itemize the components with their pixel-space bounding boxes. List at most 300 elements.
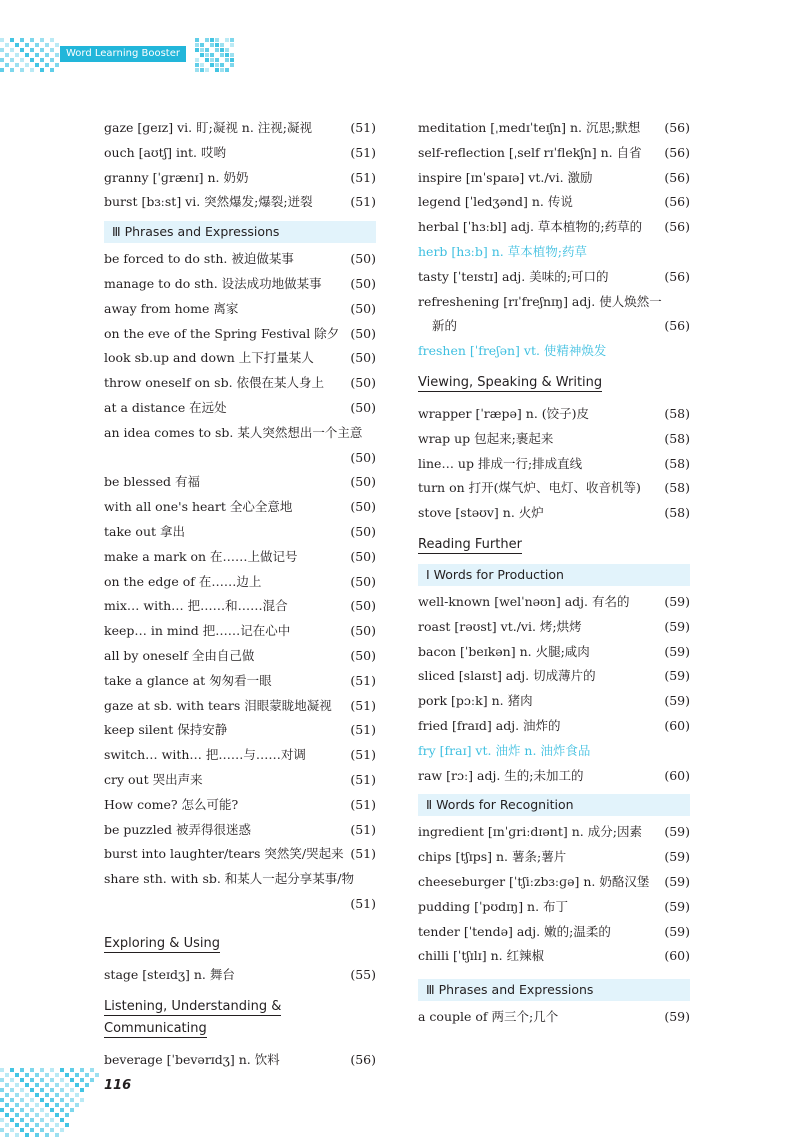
pixel-tile [25, 1073, 29, 1077]
pixel-tile [40, 1088, 44, 1092]
pixel-tile [45, 1093, 49, 1097]
pixel-tile [5, 53, 9, 57]
pixel-tile [40, 38, 44, 42]
pixel-tile [40, 1118, 44, 1122]
pixel-tile [70, 1108, 74, 1112]
list-item [418, 166, 690, 191]
list-item [104, 396, 376, 421]
entry-text: tasty [ˈteɪstɪ] adj. 美味的;可口的 [418, 268, 609, 284]
pixel-tile [65, 1103, 69, 1107]
pixel-tile [195, 68, 199, 72]
pixel-tile [50, 1098, 54, 1102]
pixel-tile [60, 1128, 64, 1132]
footer-decoration [0, 1068, 100, 1138]
pixel-tile [10, 1078, 14, 1082]
pixel-tile [30, 1078, 34, 1082]
entry-page: (50) [350, 275, 376, 291]
list-item [104, 421, 376, 446]
entry-text: stage [steɪdʒ] n. 舞台 [104, 966, 235, 982]
pixel-tile [205, 48, 209, 52]
list-item [418, 640, 690, 665]
entry-text: mix… with… 把……和……混合 [104, 598, 288, 614]
listening-heading: Listening, Understanding & Communicating [104, 998, 282, 1036]
entry-page: (51) [350, 722, 376, 738]
entry-page: (58) [664, 505, 690, 521]
pixel-tile [60, 1068, 64, 1072]
list-item [418, 452, 690, 477]
pixel-tile [40, 58, 44, 62]
pixel-tile [30, 1128, 34, 1132]
pixel-tile [30, 38, 34, 42]
entry-page: (59) [664, 618, 690, 634]
entry-page: (59) [664, 593, 690, 609]
entry-text: stove [stəʊv] n. 火炉 [418, 505, 544, 521]
entry-text: gaze [ɡeɪz] vi. 盯;凝视 n. 注视;凝视 [104, 120, 313, 135]
list-item [418, 190, 690, 215]
list-item [418, 314, 690, 339]
entry-page: (58) [664, 480, 690, 496]
pixel-tile [50, 1088, 54, 1092]
pixel-tile [5, 1113, 9, 1117]
entry-text: herb [hɜːb] n. 草本植物;药草 [418, 243, 587, 259]
pixel-tile [210, 53, 214, 57]
pixel-tile [15, 63, 19, 67]
pixel-tile [20, 58, 24, 62]
pixel-tile [35, 1133, 39, 1137]
list-item [418, 895, 690, 920]
pixel-tile [45, 53, 49, 57]
pixel-tile [15, 1083, 19, 1087]
pixel-tile [225, 58, 229, 62]
pixel-tile [20, 1128, 24, 1132]
pixel-tile [20, 1118, 24, 1122]
recognition-heading: Ⅱ Words for Recognition [418, 794, 690, 816]
entry-text: meditation [ˌmedɪˈteɪʃn] n. 沉思;默想 [418, 120, 641, 135]
pixel-tile [5, 1123, 9, 1127]
pixel-tile [40, 1128, 44, 1132]
list-item [418, 141, 690, 166]
pixel-tile [50, 1068, 54, 1072]
pixel-tile [195, 58, 199, 62]
list-item [104, 743, 376, 768]
pixel-tile [35, 43, 39, 47]
pixel-tile [10, 1068, 14, 1072]
pixel-tile [220, 63, 224, 67]
list-item [104, 818, 376, 843]
entry-text: turn on 打开(煤气炉、电灯、收音机等) [418, 480, 641, 496]
pixel-tile [55, 53, 59, 57]
pixel-tile [220, 48, 224, 52]
pixel-tile [45, 1103, 49, 1107]
left-column [104, 116, 376, 1072]
entry-text: refreshening [rɪˈfreʃnɪŋ] adj. 使人焕然一 [418, 293, 662, 309]
list-item [104, 322, 376, 347]
list-item [418, 116, 690, 141]
pixel-tile [0, 68, 4, 72]
pixel-tile [200, 68, 204, 72]
pixel-tile [25, 1103, 29, 1107]
entry-text: an idea comes to sb. 某人突然想出一个主意 [104, 424, 363, 440]
list-item [418, 427, 690, 452]
pixel-tile [215, 68, 219, 72]
pixel-tile [220, 43, 224, 47]
pixel-tile [45, 1123, 49, 1127]
list-item [418, 339, 690, 364]
list-item [418, 689, 690, 714]
pixel-tile [200, 48, 204, 52]
pixel-tile [55, 1103, 59, 1107]
pixel-tile [30, 1088, 34, 1092]
pixel-tile [40, 1078, 44, 1082]
entry-text: raw [rɔː] adj. 生的;未加工的 [418, 767, 584, 783]
entry-text: ouch [aʊtʃ] int. 哎哟 [104, 144, 226, 160]
list-item [104, 371, 376, 396]
list-item [104, 116, 376, 141]
pixel-tile [50, 1118, 54, 1122]
entry-page: (50) [350, 548, 376, 564]
list-item [104, 892, 376, 917]
pixel-tile [65, 1113, 69, 1117]
pixel-tile [25, 53, 29, 57]
entry-page: (51) [350, 796, 376, 812]
entry-page: (59) [664, 849, 690, 865]
entry-text: keep silent 保持安静 [104, 722, 228, 738]
entry-page: (50) [350, 300, 376, 316]
entry-text: legend [ˈledʒənd] n. 传说 [418, 194, 573, 210]
entry-page: (51) [350, 771, 376, 787]
entry-text: gaze at sb. with tears 泪眼蒙眬地凝视 [104, 697, 332, 713]
pixel-tile [210, 58, 214, 62]
entry-page: (51) [350, 144, 376, 160]
pixel-tile [20, 1088, 24, 1092]
pixel-tile [10, 1118, 14, 1122]
pixel-tile [5, 1093, 9, 1097]
pixel-tile [15, 1113, 19, 1117]
list-item [418, 265, 690, 290]
entry-text: on the edge of 在……边上 [104, 573, 262, 589]
entry-text: burst [bɜːst] vi. 突然爆发;爆裂;迸裂 [104, 194, 313, 210]
pixel-tile [5, 63, 9, 67]
entry-page: (51) [350, 846, 376, 862]
pixel-tile [30, 68, 34, 72]
pixel-tile [220, 68, 224, 72]
pixel-tile [30, 1068, 34, 1072]
list-item [104, 297, 376, 322]
pixel-tile [80, 1068, 84, 1072]
pixel-tile [40, 48, 44, 52]
pixel-tile [210, 43, 214, 47]
pixel-tile [60, 1118, 64, 1122]
pixel-tile [90, 1068, 94, 1072]
list-item [418, 240, 690, 265]
entry-text: switch… with… 把……与……对调 [104, 747, 306, 763]
entry-text: herbal [ˈhɜːbl] adj. 草本植物的;药草的 [418, 219, 643, 235]
pixel-tile [20, 38, 24, 42]
pixel-tile [95, 1073, 99, 1077]
entry-text: be puzzled 被弄得很迷惑 [104, 821, 251, 837]
entry-text: sliced [slaɪst] adj. 切成薄片的 [418, 668, 596, 684]
list-item [104, 346, 376, 371]
left-words-list [104, 116, 376, 215]
pixel-tile [195, 38, 199, 42]
entry-page: (50) [350, 325, 376, 341]
entry-page: (56) [664, 169, 690, 185]
viewing-heading: Viewing, Speaking & Writing [418, 374, 603, 390]
pixel-tile [30, 1108, 34, 1112]
pixel-tile [5, 1083, 9, 1087]
list-item [104, 141, 376, 166]
listening-list [104, 1048, 376, 1073]
entry-page: (50) [350, 647, 376, 663]
page-number: 116 [104, 1078, 132, 1093]
entry-text: inspire [ɪnˈspaɪə] vt./vi. 激励 [418, 169, 593, 185]
entry-text: with all one's heart 全心全意地 [104, 499, 293, 515]
entry-page: (51) [350, 194, 376, 210]
pixel-tile [55, 63, 59, 67]
entry-page: (59) [664, 873, 690, 889]
entry-text: pudding [ˈpʊdɪŋ] n. 布丁 [418, 898, 569, 914]
list-item [104, 644, 376, 669]
entry-page: (56) [664, 318, 690, 334]
pixel-tile [215, 63, 219, 67]
entry-text: cheeseburger [ˈtʃiːzbɜːɡə] n. 奶酪汉堡 [418, 873, 650, 889]
header-label: Word Learning Booster [60, 46, 186, 62]
list-item [418, 870, 690, 895]
list-item [418, 215, 690, 240]
entry-page: (60) [664, 767, 690, 783]
entry-page: (50) [350, 375, 376, 391]
entry-text: roast [rəʊst] vt./vi. 烤;烘烤 [418, 618, 582, 634]
pixel-tile [15, 43, 19, 47]
pixel-tile [0, 38, 4, 42]
entry-text: take a glance at 匆匆看一眼 [104, 672, 272, 688]
entry-page: (50) [350, 399, 376, 415]
pixel-tile [15, 1123, 19, 1127]
pixel-tile [30, 48, 34, 52]
pixel-tile [80, 1098, 84, 1102]
pixel-tile [15, 1133, 19, 1137]
pixel-tile [205, 58, 209, 62]
pixel-tile [35, 63, 39, 67]
entry-page: (50) [350, 523, 376, 539]
pixel-tile [225, 53, 229, 57]
pixel-tile [50, 1108, 54, 1112]
entry-page: (59) [664, 668, 690, 684]
right-phrases-list [418, 1005, 690, 1030]
entry-text: on the eve of the Spring Festival 除夕 [104, 325, 340, 341]
entry-page: (58) [664, 455, 690, 471]
entry-text: beverage [ˈbevərɪdʒ] n. 饮料 [104, 1051, 280, 1067]
list-item [418, 590, 690, 615]
pixel-tile [50, 48, 54, 52]
pixel-tile [225, 48, 229, 52]
pixel-tile [10, 1108, 14, 1112]
pixel-tile [70, 1088, 74, 1092]
list-item [104, 669, 376, 694]
pixel-tile [0, 1108, 4, 1112]
entry-text: wrap up 包起来;裹起来 [418, 430, 554, 446]
entry-page: (50) [350, 350, 376, 366]
pixel-tile [85, 1073, 89, 1077]
pixel-tile [5, 1133, 9, 1137]
entry-text: away from home 离家 [104, 300, 239, 316]
pixel-tile [15, 1073, 19, 1077]
pixel-tile [40, 1068, 44, 1072]
pixel-tile [230, 63, 234, 67]
pixel-tile [15, 53, 19, 57]
entry-page: (58) [664, 430, 690, 446]
list-item [418, 820, 690, 845]
pixel-tile [20, 48, 24, 52]
entry-text: throw oneself on sb. 依偎在某人身上 [104, 375, 325, 391]
entry-text: a couple of 两三个;几个 [418, 1009, 559, 1025]
pixel-tile [35, 1083, 39, 1087]
list-item [104, 768, 376, 793]
list-item [104, 842, 376, 867]
entry-text: make a mark on 在……上做记号 [104, 548, 298, 564]
list-item [418, 501, 690, 526]
pixel-tile [210, 38, 214, 42]
entry-text: burst into laughter/tears 突然笑/哭起来 [104, 846, 344, 862]
pixel-tile [50, 1128, 54, 1132]
pixel-tile [55, 1123, 59, 1127]
pixel-tile [90, 1078, 94, 1082]
list-item [104, 963, 376, 988]
list-item [104, 570, 376, 595]
pixel-tile [35, 53, 39, 57]
pixel-tile [20, 1068, 24, 1072]
pixel-tile [25, 1093, 29, 1097]
entry-text: look sb.up and down 上下打量某人 [104, 350, 314, 366]
pixel-tile [65, 1083, 69, 1087]
list-item [418, 476, 690, 501]
pixel-tile [75, 1093, 79, 1097]
pixel-tile [5, 1103, 9, 1107]
entry-page: (50) [350, 499, 376, 515]
pixel-tile [40, 1108, 44, 1112]
entry-text: well-known [welˈnəʊn] adj. 有名的 [418, 593, 630, 609]
pixel-tile [35, 1093, 39, 1097]
pixel-tile [210, 63, 214, 67]
pixel-tile [65, 1123, 69, 1127]
entry-page: (51) [350, 697, 376, 713]
pixel-tile [55, 1133, 59, 1137]
pixel-tile [45, 1113, 49, 1117]
list-item [418, 845, 690, 870]
pixel-tile [195, 48, 199, 52]
pixel-tile [20, 1078, 24, 1082]
list-item [104, 247, 376, 272]
pixel-tile [40, 1098, 44, 1102]
pixel-tile [55, 1093, 59, 1097]
pixel-tile [10, 58, 14, 62]
entry-page: (59) [664, 693, 690, 709]
list-item [418, 764, 690, 789]
production-heading: Ⅰ Words for Production [418, 564, 690, 586]
pixel-tile [20, 68, 24, 72]
pixel-tile [60, 1098, 64, 1102]
list-item [418, 944, 690, 969]
pixel-tile [55, 43, 59, 47]
list-item [104, 166, 376, 191]
entry-text: be blessed 有福 [104, 474, 200, 490]
pixel-tile [0, 1068, 4, 1072]
pixel-tile [60, 1078, 64, 1082]
pixel-tile [225, 68, 229, 72]
pixel-tile [25, 1113, 29, 1117]
production-list [418, 590, 690, 788]
pixel-tile [60, 1108, 64, 1112]
entry-text: cry out 哭出声来 [104, 771, 203, 787]
pixel-tile [200, 63, 204, 67]
entry-page: (51) [350, 747, 376, 763]
pixel-tile [5, 1073, 9, 1077]
pixel-tile [205, 38, 209, 42]
list-item [104, 867, 376, 892]
entry-page: (51) [350, 895, 376, 911]
entry-text: granny [ˈɡrænɪ] n. 奶奶 [104, 169, 249, 185]
entry-text: chips [tʃɪps] n. 薯条;薯片 [418, 849, 567, 865]
pixel-tile [0, 1128, 4, 1132]
list-item [104, 594, 376, 619]
list-item [104, 545, 376, 570]
list-item [104, 495, 376, 520]
pixel-tile [215, 38, 219, 42]
pixel-tile [195, 63, 199, 67]
entry-text: at a distance 在远处 [104, 399, 227, 415]
left-phrases-list [104, 247, 376, 917]
list-item [104, 520, 376, 545]
list-item [104, 446, 376, 471]
entry-page: (51) [350, 169, 376, 185]
entry-text: pork [pɔːk] n. 猪肉 [418, 693, 533, 709]
right-column [418, 116, 690, 1030]
entry-text: be forced to do sth. 被迫做某事 [104, 251, 294, 267]
right-words-list [418, 116, 690, 364]
pixel-tile [55, 1073, 59, 1077]
entry-page: (51) [350, 672, 376, 688]
pixel-tile [230, 43, 234, 47]
entry-page: (50) [350, 598, 376, 614]
list-item [418, 714, 690, 739]
entry-text: keep… in mind 把……记在心中 [104, 623, 291, 639]
pixel-tile [75, 1103, 79, 1107]
entry-page: (50) [350, 251, 376, 267]
pixel-tile [45, 1073, 49, 1077]
entry-page: (50) [350, 474, 376, 490]
pixel-tile [0, 58, 4, 62]
pixel-tile [10, 38, 14, 42]
pixel-tile [85, 1083, 89, 1087]
pixel-tile [70, 1098, 74, 1102]
entry-page: (59) [664, 1009, 690, 1025]
pixel-tile [70, 1078, 74, 1082]
entry-page: (56) [664, 268, 690, 284]
pixel-tile [20, 1098, 24, 1102]
entry-page: (60) [664, 948, 690, 964]
entry-text: take out 拿出 [104, 523, 185, 539]
list-item [418, 402, 690, 427]
pixel-tile [75, 1083, 79, 1087]
pixel-tile [50, 1078, 54, 1082]
entry-page: (56) [664, 194, 690, 210]
pixel-tile [50, 38, 54, 42]
pixel-tile [25, 63, 29, 67]
entry-text: self-reflection [ˌself rɪˈflekʃn] n. 自省 [418, 144, 642, 160]
pixel-tile [0, 48, 4, 52]
entry-text: bacon [ˈbeɪkən] n. 火腿;咸肉 [418, 643, 590, 659]
pixel-tile [220, 53, 224, 57]
